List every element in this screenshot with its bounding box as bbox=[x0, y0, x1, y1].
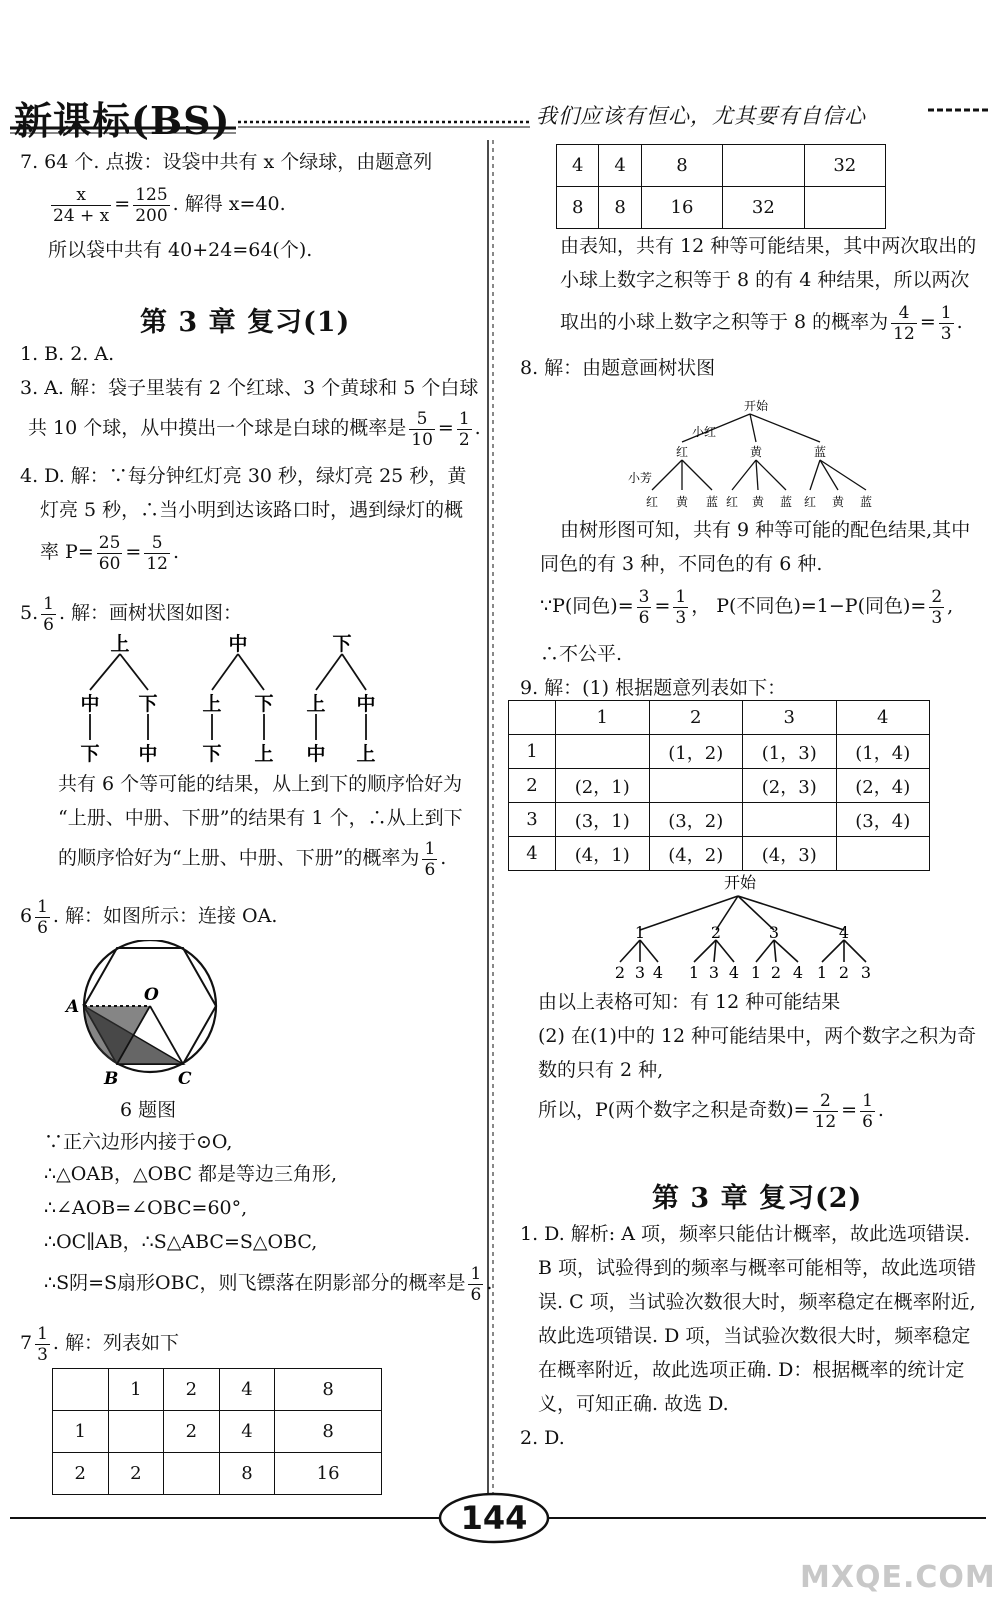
q9-line1: 由以上表格可知：有 12 种可能结果 bbox=[538, 991, 841, 1013]
q5-line3 bbox=[58, 832, 446, 884]
table-cell: 3 bbox=[509, 803, 556, 837]
label-B: B bbox=[104, 1069, 119, 1089]
label-C: C bbox=[178, 1069, 192, 1089]
tree-node: 上 bbox=[202, 693, 222, 715]
tree-node: 黄 bbox=[675, 495, 689, 509]
label-A: A bbox=[66, 997, 80, 1017]
q4-line1: 4. D. 解：∵每分钟红灯亮 30 秒，绿灯亮 25 秒，黄 bbox=[20, 465, 467, 487]
q8-text: ∵P(同色)= bbox=[540, 595, 634, 617]
tree-node: 下 bbox=[202, 743, 222, 765]
q6-step3: ∴∠AOB=∠OBC=60°, bbox=[44, 1197, 248, 1219]
header-brand: 新课标(BS) bbox=[14, 98, 231, 143]
tree-node: 中 bbox=[228, 633, 248, 655]
q8-line3 bbox=[540, 580, 953, 632]
tree-node: 3 bbox=[768, 923, 780, 942]
table-cell bbox=[164, 1453, 220, 1495]
tree-node: 3 bbox=[634, 963, 646, 982]
table-cell: 16 bbox=[275, 1453, 382, 1495]
q4-line2: 灯亮 5 秒，∴当小明到达该路口时，遇到绿灯的概 bbox=[40, 499, 464, 521]
q8-line1: 由树形图可知，共有 9 种等可能的配色结果,其中 bbox=[560, 519, 971, 541]
q6-figure bbox=[60, 940, 240, 1100]
table-cell bbox=[723, 145, 804, 187]
table-cell: (4，3) bbox=[743, 837, 837, 871]
frac-num: 125 bbox=[135, 184, 168, 205]
table-cell: 4 bbox=[219, 1411, 275, 1453]
tree-node: 3 bbox=[860, 963, 872, 982]
table-cell: 4 bbox=[219, 1369, 275, 1411]
frac-num: 1 bbox=[37, 896, 48, 917]
table-cell: 8 bbox=[557, 187, 599, 229]
q7-line1: 7. 64 个. 点拨：设袋中共有 x 个绿球，由题意列 bbox=[20, 151, 433, 173]
q6-step2: ∴△OAB，△OBC 都是等边三角形, bbox=[44, 1163, 338, 1185]
q7-tail: . 解得 x=40. bbox=[172, 193, 286, 215]
q7c-line2: 小球上数字之积等于 8 的有 4 种结果，所以两次 bbox=[560, 269, 970, 291]
header-slogan: 我们应该有恒心，尤其要有自信心 bbox=[536, 104, 866, 128]
tree-node: 1 bbox=[750, 963, 762, 982]
tree-node: 4 bbox=[792, 963, 804, 982]
frac-den: 12 bbox=[893, 323, 915, 344]
table-cell bbox=[556, 735, 650, 769]
table-cell: 2 bbox=[509, 769, 556, 803]
frac-den: 60 bbox=[98, 553, 121, 574]
frac-den: 6 bbox=[638, 607, 650, 628]
q6-step5 bbox=[44, 1258, 492, 1308]
tree-node: 2 bbox=[710, 923, 722, 942]
q5-line2: “上册、中册、下册”的结果有 1 个，∴从上到下 bbox=[58, 807, 463, 829]
tree-node: 小红 bbox=[691, 425, 717, 439]
table-cell bbox=[804, 187, 885, 229]
period: . bbox=[474, 417, 481, 439]
frac-den: 24 + x bbox=[53, 205, 110, 226]
table-cell: (4，1) bbox=[556, 837, 650, 871]
q9-table bbox=[508, 700, 930, 871]
q6-step1: ∵正六边形内接于⊙O, bbox=[44, 1131, 233, 1153]
table-cell: (3，2) bbox=[649, 803, 743, 837]
tree-node: 上 bbox=[306, 693, 326, 715]
table-cell: 2 bbox=[164, 1369, 220, 1411]
table-cell bbox=[108, 1411, 164, 1453]
q4-line3 bbox=[40, 526, 179, 578]
table-cell bbox=[53, 1369, 109, 1411]
q6-text: . 解：如图所示：连接 OA. bbox=[52, 905, 278, 927]
q3-line2 bbox=[28, 402, 481, 454]
q6-step4: ∴OC∥AB，∴S△ABC=S△OBC, bbox=[44, 1231, 318, 1253]
tree-node: 黄 bbox=[831, 495, 845, 509]
table-cell: (2，3) bbox=[743, 769, 837, 803]
r1-line1: 1. D. 解析: A 项，频率只能估计概率，故此选项错误. bbox=[520, 1223, 971, 1245]
tree-node: 3 bbox=[708, 963, 720, 982]
tree-node: 开始 bbox=[723, 873, 757, 892]
frac-den: 6 bbox=[424, 859, 436, 880]
comma: , bbox=[947, 595, 954, 617]
tree-node: 1 bbox=[634, 923, 646, 942]
tree-node: 红 bbox=[675, 445, 689, 459]
tree-node: 开始 bbox=[743, 399, 769, 413]
r1-line5: 在概率附近，故此选项正确. D：根据概率的统计定 bbox=[538, 1359, 965, 1381]
tree-node: 下 bbox=[254, 693, 274, 715]
tree-node: 中 bbox=[80, 693, 100, 715]
tree-node: 2 bbox=[838, 963, 850, 982]
q8-line0: 8. 解：由题意画树状图 bbox=[520, 357, 716, 379]
r1-line4: 故此选项错误. D 项，当试验次数很大时，频率稳定 bbox=[538, 1325, 971, 1347]
frac-den: 3 bbox=[940, 323, 952, 344]
table-cell bbox=[649, 769, 743, 803]
r1-line3: 误. C 项，当试验次数很大时，频率稳定在概率附近, bbox=[538, 1291, 976, 1313]
page-number: 144 bbox=[460, 1499, 528, 1537]
frac-den: 200 bbox=[135, 205, 168, 226]
label-O: O bbox=[144, 985, 159, 1005]
frac-num: 1 bbox=[37, 1323, 48, 1344]
table-cell: 1 bbox=[108, 1369, 164, 1411]
table-cell bbox=[743, 803, 837, 837]
q8-tree-diagram bbox=[620, 398, 920, 512]
table-cell: 1 bbox=[509, 735, 556, 769]
tree-node: 4 bbox=[838, 923, 850, 942]
tree-node: 黄 bbox=[749, 445, 763, 459]
tree-node: 4 bbox=[652, 963, 664, 982]
frac-num: 1 bbox=[43, 593, 54, 614]
equals: = bbox=[654, 595, 671, 617]
table-cell: 3 bbox=[743, 701, 837, 735]
equals: = bbox=[841, 1099, 858, 1121]
q9-line4 bbox=[538, 1084, 884, 1136]
tree-node: 2 bbox=[614, 963, 626, 982]
header-rule bbox=[0, 70, 996, 140]
tree-node: 蓝 bbox=[859, 495, 873, 509]
frac-den: 12 bbox=[814, 1111, 837, 1132]
tree-node: 上 bbox=[356, 743, 376, 765]
tree-node: 红 bbox=[803, 495, 817, 509]
q7-line3: 所以袋中共有 40+24=64(个). bbox=[48, 239, 313, 261]
frac-num: 2 bbox=[813, 1091, 839, 1112]
frac-num: 1 bbox=[940, 302, 952, 323]
q7c-line1: 由表知，共有 12 种等可能结果，其中两次取出的 bbox=[560, 235, 977, 257]
table-cell: 8 bbox=[641, 145, 722, 187]
q7-equation bbox=[48, 178, 286, 230]
tree-node: 蓝 bbox=[705, 495, 719, 509]
table-cell: 1 bbox=[556, 701, 650, 735]
frac-den: 6 bbox=[470, 1284, 482, 1305]
frac-den: 6 bbox=[43, 614, 54, 635]
table-cell: (1，2) bbox=[649, 735, 743, 769]
table-cell: 32 bbox=[804, 145, 885, 187]
frac-num: 3 bbox=[638, 586, 650, 607]
frac-num: 1 bbox=[862, 1090, 873, 1111]
section-title-review-2: 第 3 章 复习(2) bbox=[652, 1183, 863, 1214]
r2: 2. D. bbox=[520, 1427, 565, 1449]
frac-num: x bbox=[51, 185, 111, 206]
q8-text: ， P(不同色)=1−P(同色)= bbox=[691, 595, 927, 617]
table-cell: (3，1) bbox=[556, 803, 650, 837]
tree-node: 小芳 bbox=[627, 471, 653, 485]
frac-num: 25 bbox=[98, 532, 121, 553]
q7c-text: 取出的小球上数字之积等于 8 的概率为 bbox=[560, 311, 889, 333]
header bbox=[0, 70, 996, 143]
q5-line1: 共有 6 个等可能的结果，从上到下的顺序恰好为 bbox=[58, 773, 463, 795]
table-cell: 4 bbox=[599, 145, 641, 187]
q9-tree-diagram bbox=[600, 872, 900, 984]
q9-line3: 数的只有 2 种, bbox=[538, 1059, 664, 1081]
q5-num: 5. bbox=[20, 602, 39, 624]
frac-den: 3 bbox=[931, 607, 943, 628]
equals: = bbox=[114, 193, 131, 215]
frac-num: 5 bbox=[144, 533, 170, 554]
q9-line2: (2) 在(1)中的 12 种可能结果中，两个数字之积为奇 bbox=[538, 1025, 977, 1047]
frac-den: 6 bbox=[862, 1111, 873, 1132]
q3-text: 共 10 个球，从中摸出一个球是白球的概率是 bbox=[28, 417, 407, 439]
q9-text: 所以，P(两个数字之积是奇数)= bbox=[538, 1099, 810, 1121]
tree-node: 上 bbox=[110, 633, 130, 655]
table-cell: 8 bbox=[599, 187, 641, 229]
tree-node: 1 bbox=[688, 963, 700, 982]
equals: = bbox=[437, 417, 454, 439]
q8-line4: ∴不公平. bbox=[540, 643, 623, 665]
table-cell: 4 bbox=[509, 837, 556, 871]
r1-line6: 义，可知正确. 故选 D. bbox=[538, 1393, 729, 1415]
table-cell: 8 bbox=[219, 1453, 275, 1495]
table-cell: 32 bbox=[723, 187, 804, 229]
frac-den: 10 bbox=[411, 429, 433, 450]
section-title-review-1: 第 3 章 复习(1) bbox=[140, 307, 351, 338]
tree-node: 4 bbox=[728, 963, 740, 982]
tree-node: 蓝 bbox=[779, 495, 793, 509]
tree-node: 蓝 bbox=[813, 445, 827, 459]
q7-table bbox=[52, 1368, 382, 1495]
table-cell: 8 bbox=[275, 1411, 382, 1453]
q3-line1: 3. A. 解：袋子里装有 2 个红球、3 个黄球和 5 个白球 bbox=[20, 377, 479, 399]
q7b-head bbox=[20, 1318, 179, 1368]
table-cell: 4 bbox=[836, 701, 930, 735]
table-cell: 1 bbox=[53, 1411, 109, 1453]
table-cell: (2，4) bbox=[836, 769, 930, 803]
table-cell: (3，4) bbox=[836, 803, 930, 837]
frac-num: 5 bbox=[409, 409, 435, 430]
table-cell: 2 bbox=[649, 701, 743, 735]
table-cell: 2 bbox=[164, 1411, 220, 1453]
frac-den: 2 bbox=[458, 429, 470, 450]
q4-text: 率 P= bbox=[40, 541, 94, 563]
watermark: MXQE.COM bbox=[800, 1560, 996, 1595]
column-divider bbox=[484, 140, 500, 1520]
q7c-line3 bbox=[560, 296, 963, 348]
frac-num: 1 bbox=[424, 838, 436, 859]
tree-node: 中 bbox=[306, 743, 326, 765]
tree-node: 下 bbox=[332, 633, 352, 655]
tree-node: 2 bbox=[770, 963, 782, 982]
q8-line2: 同色的有 3 种，不同色的有 6 种. bbox=[540, 553, 823, 575]
q6-caption: 6 题图 bbox=[120, 1099, 177, 1121]
period: . bbox=[486, 1272, 493, 1294]
tree-node: 中 bbox=[356, 693, 376, 715]
table-cell: 2 bbox=[108, 1453, 164, 1495]
equals: = bbox=[919, 311, 936, 333]
table-cell: 16 bbox=[641, 187, 722, 229]
q6-num: 6 bbox=[20, 905, 33, 927]
tree-node: 红 bbox=[645, 495, 659, 509]
q5-text: 的顺序恰好为“上册、中册、下册”的概率为 bbox=[58, 847, 420, 869]
tree-node: 下 bbox=[138, 693, 158, 715]
period: . bbox=[440, 847, 447, 869]
frac-num: 1 bbox=[675, 586, 687, 607]
table-cell: 8 bbox=[275, 1369, 382, 1411]
q5-text: . 解：画树状图如图： bbox=[58, 602, 243, 624]
tree-node: 1 bbox=[816, 963, 828, 982]
frac-num: 2 bbox=[931, 586, 943, 607]
tree-node: 红 bbox=[725, 495, 739, 509]
frac-num: 1 bbox=[458, 408, 470, 429]
q9-line0: 9. 解：(1) 根据题意列表如下： bbox=[520, 677, 787, 699]
frac-num: 4 bbox=[891, 303, 917, 324]
q6-head bbox=[20, 890, 277, 942]
tree-node: 中 bbox=[138, 743, 158, 765]
q1-2: 1. B. 2. A. bbox=[20, 343, 115, 365]
table-cell: (2，1) bbox=[556, 769, 650, 803]
table-cell bbox=[836, 837, 930, 871]
table-cell bbox=[509, 701, 556, 735]
frac-den: 3 bbox=[675, 607, 687, 628]
period: . bbox=[877, 1099, 884, 1121]
table-cell: 4 bbox=[557, 145, 599, 187]
equals: = bbox=[125, 541, 142, 563]
table-cell: 2 bbox=[53, 1453, 109, 1495]
table-cell: (1，3) bbox=[743, 735, 837, 769]
table-cell: (4，2) bbox=[649, 837, 743, 871]
frac-den: 6 bbox=[37, 917, 48, 938]
q7b-num: 7 bbox=[20, 1332, 33, 1354]
period: . bbox=[956, 311, 963, 333]
frac-den: 3 bbox=[37, 1344, 48, 1365]
frac-den: 12 bbox=[146, 553, 168, 574]
frac-num: 1 bbox=[470, 1263, 482, 1284]
table-cell: (1，4) bbox=[836, 735, 930, 769]
r1-line2: B 项，试验得到的频率与概率可能相等，故此选项错 bbox=[538, 1257, 977, 1279]
q5-tree-diagram bbox=[60, 632, 440, 768]
tree-node: 黄 bbox=[751, 495, 765, 509]
q5-head bbox=[20, 588, 242, 638]
q7-table-continued bbox=[556, 144, 886, 229]
period: . bbox=[172, 541, 179, 563]
q7b-text: . 解：列表如下 bbox=[52, 1332, 180, 1354]
q6-text: ∴S阴=S扇形OBC，则飞镖落在阴影部分的概率是 bbox=[44, 1272, 466, 1294]
tree-node: 下 bbox=[80, 743, 100, 765]
tree-node: 上 bbox=[254, 743, 274, 765]
